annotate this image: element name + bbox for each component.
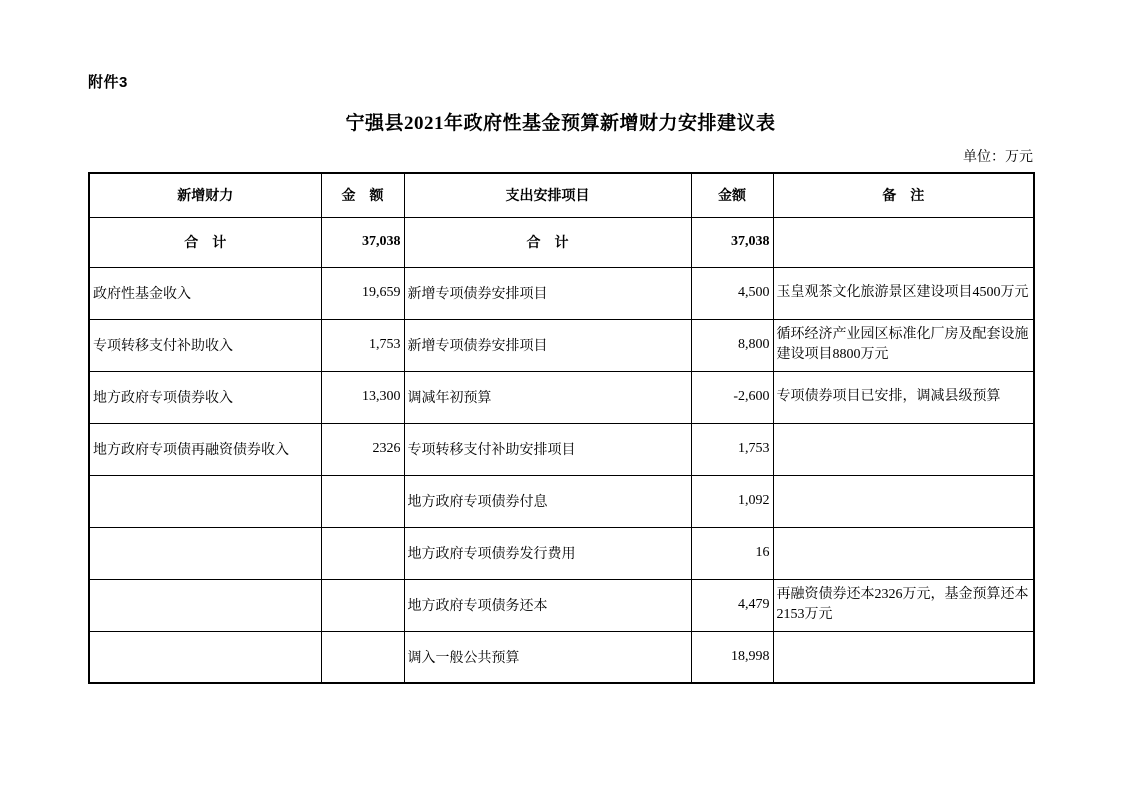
table-header-row: [89, 173, 1034, 217]
header-expense-items: 支出安排项目: [404, 173, 691, 217]
unit-label: 单位：万元: [963, 150, 1033, 165]
income-amount-cell: [321, 579, 404, 631]
table-row: [89, 579, 1034, 631]
header-income-amount: 金 额: [321, 173, 404, 217]
income-amount-cell: 2326: [321, 423, 404, 475]
income-amount-cell: [321, 475, 404, 527]
table-row: [89, 527, 1034, 579]
expense-amount-cell: 37,038: [691, 217, 773, 267]
expense-cell: 调减年初预算: [404, 371, 691, 423]
page-title: 宁强县2021年政府性基金预算新增财力安排建议表: [345, 113, 776, 134]
income-cell: [89, 527, 321, 579]
income-cell: 专项转移支付补助收入: [89, 319, 321, 371]
remark-cell: [773, 631, 1034, 683]
remark-cell: 玉皇观茶文化旅游景区建设项目4500万元: [773, 267, 1034, 319]
expense-cell: 地方政府专项债券付息: [404, 475, 691, 527]
table-row: [89, 371, 1034, 423]
header-remarks: 备 注: [773, 173, 1034, 217]
remark-cell: 专项债券项目已安排，调减县级预算: [773, 371, 1034, 423]
expense-cell: 新增专项债券安排项目: [404, 267, 691, 319]
table-row: [89, 631, 1034, 683]
expense-amount-cell: 1,092: [691, 475, 773, 527]
income-amount-cell: 37,038: [321, 217, 404, 267]
income-amount-cell: [321, 631, 404, 683]
income-cell: 合 计: [89, 217, 321, 267]
remark-cell: [773, 527, 1034, 579]
remark-cell: 循环经济产业园区标准化厂房及配套设施建设项目8800万元: [773, 319, 1034, 371]
expense-amount-cell: 4,500: [691, 267, 773, 319]
income-amount-cell: [321, 527, 404, 579]
expense-cell: 地方政府专项债券发行费用: [404, 527, 691, 579]
table-row: [89, 267, 1034, 319]
remark-cell: 再融资债券还本2326万元，基金预算还本2153万元: [773, 579, 1034, 631]
expense-amount-cell: 8,800: [691, 319, 773, 371]
expense-cell: 地方政府专项债务还本: [404, 579, 691, 631]
income-cell: 政府性基金收入: [89, 267, 321, 319]
table-row-total: [89, 217, 1034, 267]
income-amount-cell: 13,300: [321, 371, 404, 423]
expense-cell: 合 计: [404, 217, 691, 267]
table-row: [89, 423, 1034, 475]
table-row: [89, 475, 1034, 527]
remark-cell: [773, 423, 1034, 475]
expense-amount-cell: -2,600: [691, 371, 773, 423]
header-new-financial-resources: 新增财力: [89, 173, 321, 217]
expense-cell: 调入一般公共预算: [404, 631, 691, 683]
expense-amount-cell: 1,753: [691, 423, 773, 475]
expense-amount-cell: 4,479: [691, 579, 773, 631]
expense-cell: 专项转移支付补助安排项目: [404, 423, 691, 475]
income-cell: [89, 579, 321, 631]
attachment-label: 附件3: [88, 74, 128, 91]
expense-amount-cell: 16: [691, 527, 773, 579]
income-cell: 地方政府专项债券收入: [89, 371, 321, 423]
income-amount-cell: 19,659: [321, 267, 404, 319]
expense-cell: 新增专项债券安排项目: [404, 319, 691, 371]
income-cell: 地方政府专项债再融资债券收入: [89, 423, 321, 475]
remark-cell: [773, 217, 1034, 267]
expense-amount-cell: 18,998: [691, 631, 773, 683]
remark-cell: [773, 475, 1034, 527]
header-expense-amount: 金额: [691, 173, 773, 217]
income-amount-cell: 1,753: [321, 319, 404, 371]
table-row: [89, 319, 1034, 371]
income-cell: [89, 631, 321, 683]
budget-table: [88, 172, 1035, 684]
income-cell: [89, 475, 321, 527]
